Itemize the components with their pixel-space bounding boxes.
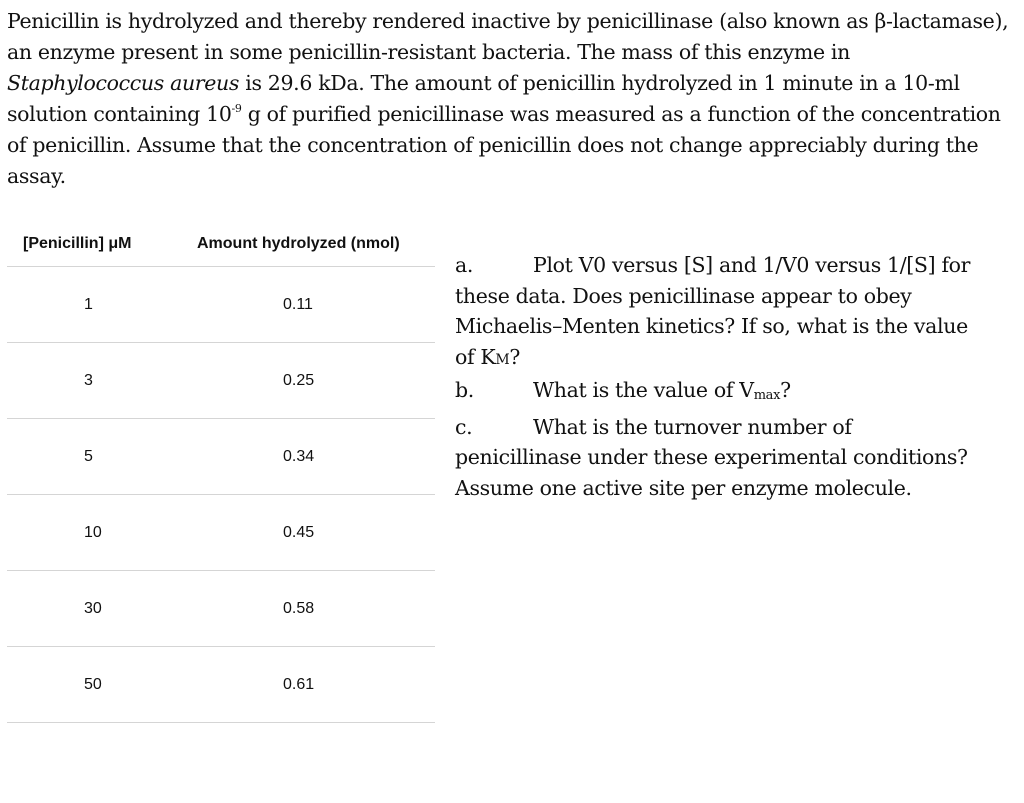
cell-concentration: 10: [7, 495, 173, 571]
cell-amount: 0.61: [173, 647, 435, 723]
question-b-suffix: ?: [780, 378, 791, 402]
question-c-first-line: [455, 412, 980, 443]
cell-amount: 0.25: [173, 343, 435, 419]
problem-statement: [7, 6, 1012, 192]
cell-concentration: 3: [7, 343, 173, 419]
cell-amount: 0.45: [173, 495, 435, 571]
question-c-label: c.: [455, 414, 473, 439]
question-a-text: Plot V0 versus [S] and 1/V0 versus 1/[S] for: [533, 253, 971, 277]
intro-text-part2: is 29.6 kDa. The amount of penicillin hydrolyzed in 1 minute in a 10-ml solution containing 10: [7, 71, 960, 126]
question-c-text: What is the turnover number of: [533, 414, 852, 439]
cell-concentration: 1: [7, 267, 173, 343]
column-header-amount: Amount hydrolyzed (nmol): [173, 233, 435, 267]
question-list: [455, 250, 980, 503]
table-row: [7, 343, 435, 419]
cell-concentration: 30: [7, 571, 173, 647]
intro-text-part3: g of purified penicillinase was measured as a function of the concentration of penicillin. Assume that the concentration of penicillin does not change appreciably during the assay.: [7, 102, 1001, 188]
exponent: -9: [231, 102, 242, 115]
question-a-line-4: [455, 342, 980, 376]
intro-text-part1: Penicillin is hydrolyzed and thereby rendered inactive by penicillinase (also known as β-lactamase), an enzyme present in some penicillin-resistant bacteria. The mass of this enzyme in: [7, 9, 1009, 64]
organism-name: Staphylococcus aureus: [7, 71, 240, 95]
question-c-line-3: Assume one active site per enzyme molecule.: [455, 475, 912, 500]
question-b-text: What is the value of V: [533, 378, 754, 402]
cell-amount: 0.34: [173, 419, 435, 495]
table-row: [7, 419, 435, 495]
question-a-line-3: Michaelis–Menten kinetics? If so, what is the value: [455, 314, 968, 338]
question-c-line-2: penicillinase under these experimental conditions?: [455, 445, 968, 469]
table-row: [7, 647, 435, 723]
column-header-concentration: [Penicillin] μM: [7, 233, 173, 267]
question-b-label: b.: [455, 378, 474, 402]
vmax-subscript: max: [753, 388, 781, 403]
penicillin-data-table: [7, 233, 435, 723]
table-row: [7, 495, 435, 571]
km-subscript: M: [495, 351, 510, 368]
table-row: [7, 267, 435, 343]
question-a-label: a.: [455, 253, 474, 277]
cell-concentration: 5: [7, 419, 173, 495]
cell-concentration: 50: [7, 647, 173, 723]
cell-amount: 0.11: [173, 267, 435, 343]
question-b: [455, 375, 980, 412]
question-a-first-line: [455, 250, 980, 281]
km-suffix: ?: [509, 344, 521, 369]
cell-amount: 0.58: [173, 571, 435, 647]
table-row: [7, 571, 435, 647]
table-header-row: [7, 233, 435, 267]
question-a-line-2: these data. Does penicillinase appear to obey: [455, 283, 912, 308]
km-prefix: of K: [455, 344, 496, 369]
